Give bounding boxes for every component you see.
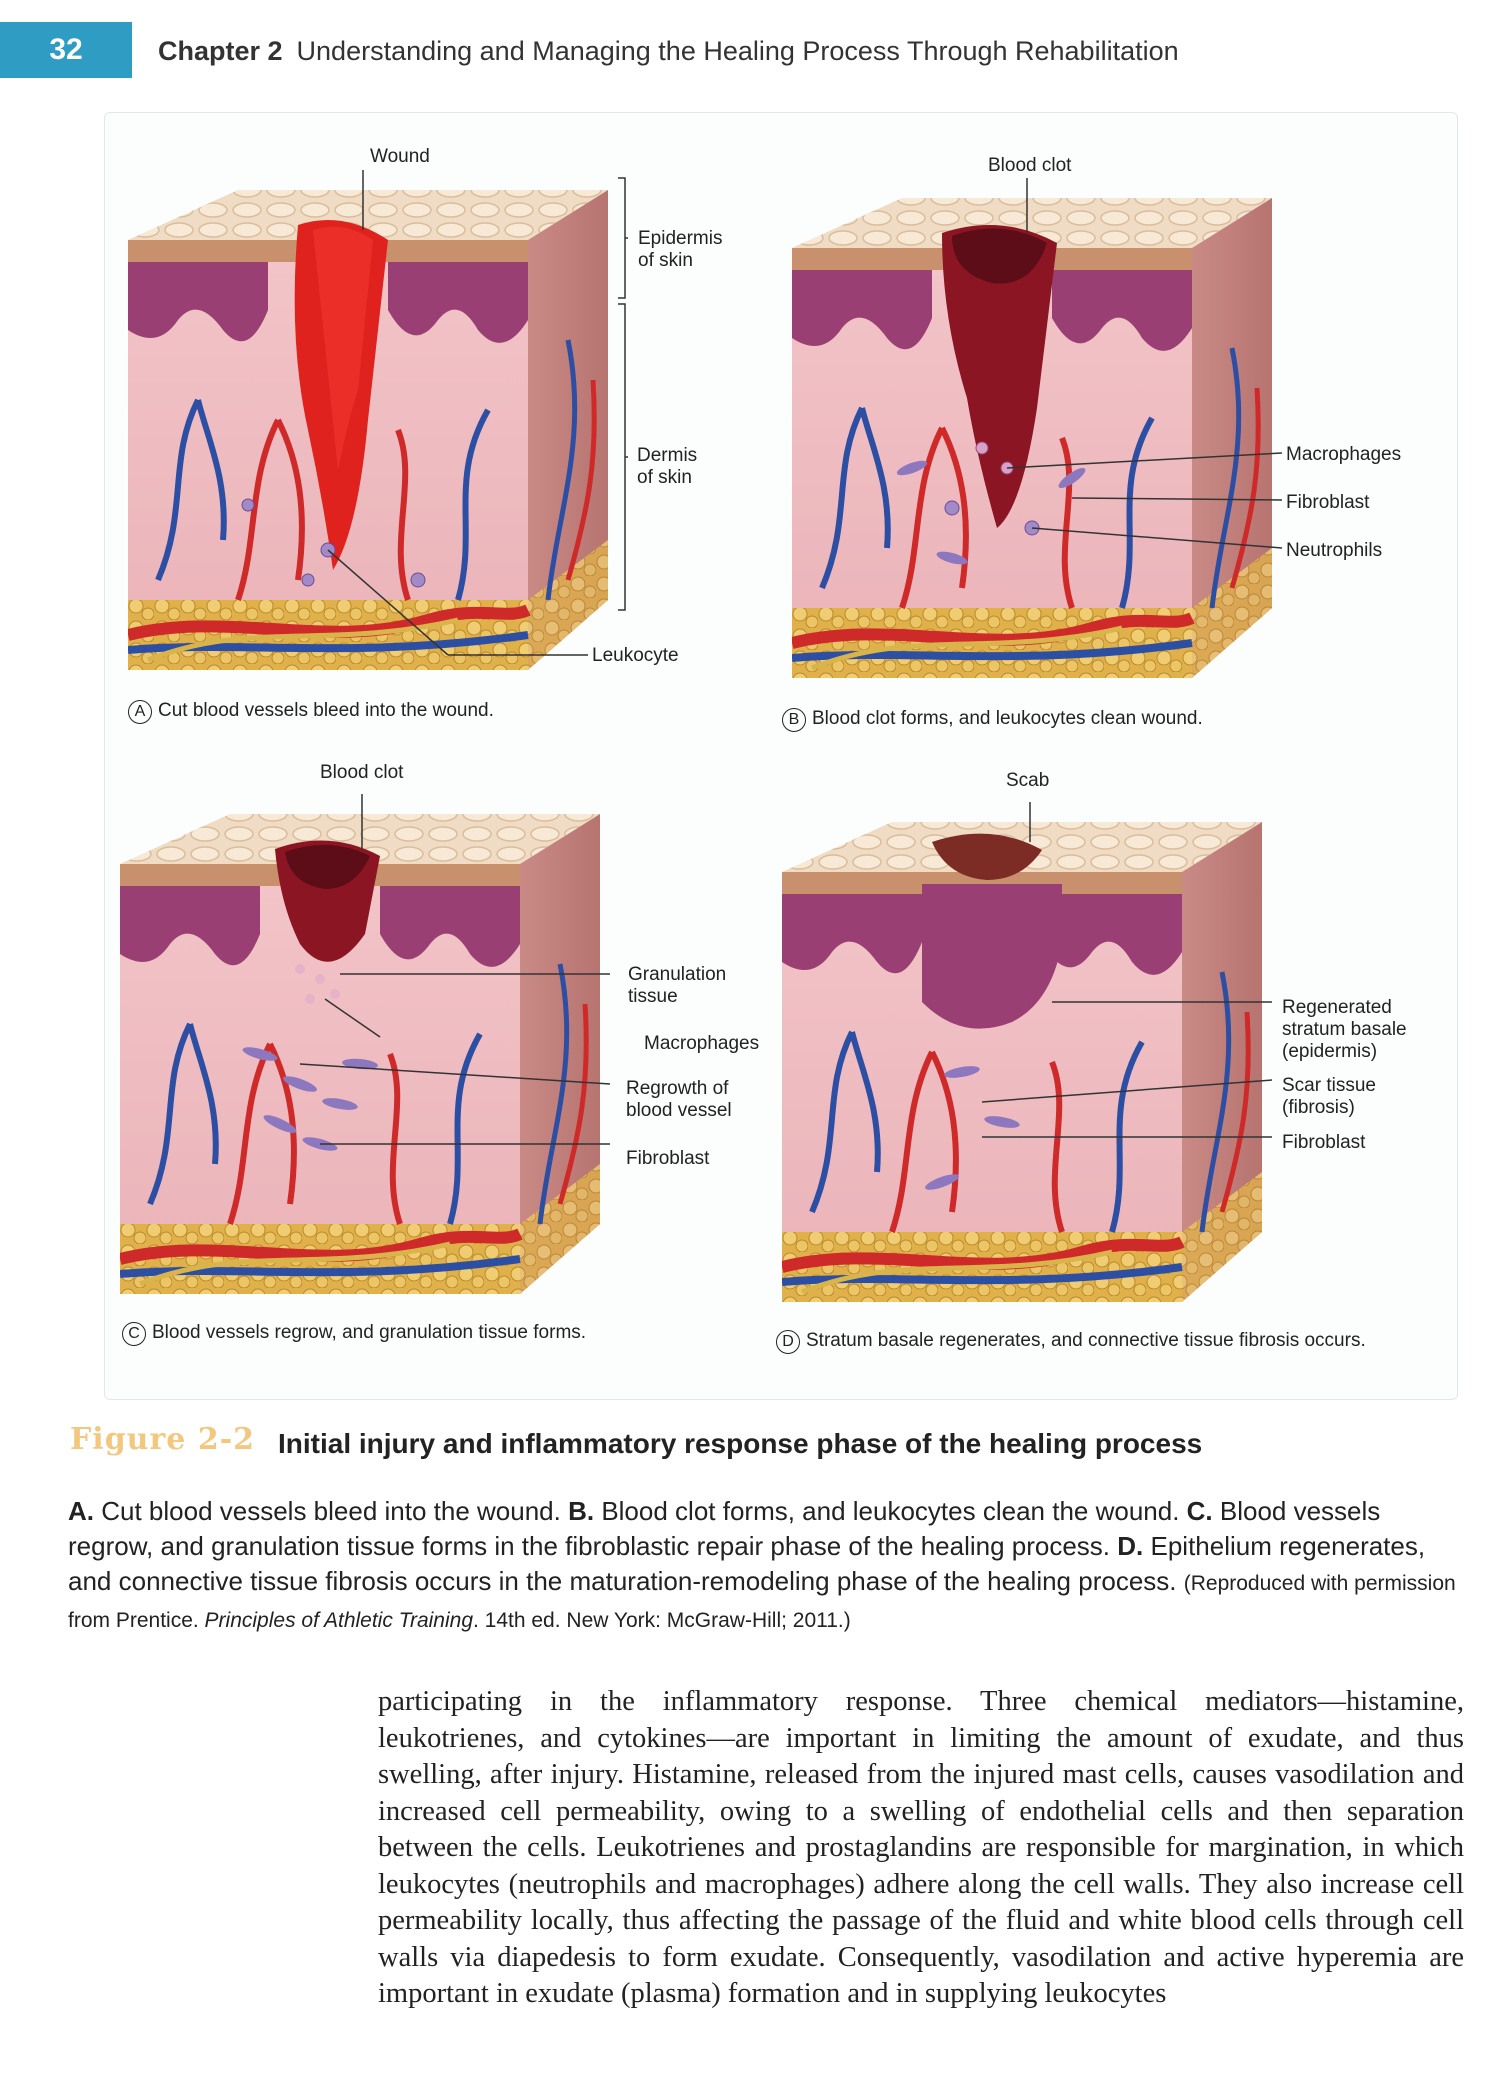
credit-prefix: (Reproduced with permission from Prentice.: [68, 1572, 1456, 1632]
caption-panel-c: [122, 1322, 586, 1346]
label-regrowth-2: blood vessel: [626, 1100, 732, 1121]
figure-title: Initial injury and inflammatory response phase of the healing process: [278, 1428, 1203, 1459]
caption-text-c: Blood vessels regrow, and granulation tissue forms.: [152, 1322, 587, 1343]
caption-panel-a: [128, 700, 494, 724]
letter-c: C: [122, 1322, 146, 1346]
label-granulation-1: Granulation: [628, 964, 727, 985]
label-wound: Wound: [370, 146, 430, 167]
label-fibroblast-b: Fibroblast: [1286, 492, 1370, 513]
label-granulation-2: tissue: [628, 986, 678, 1007]
caption-letter-a: A.: [68, 1496, 94, 1526]
caption-panel-d: [776, 1330, 1366, 1354]
caption-b: Blood clot forms, and leukocytes clean the wound.: [594, 1496, 1187, 1526]
caption-text-b: Blood clot forms, and leukocytes clean wound.: [812, 708, 1203, 729]
caption-text-d: Stratum basale regenerates, and connective tissue fibrosis occurs.: [806, 1330, 1366, 1351]
panel-d-illustration: [782, 802, 1282, 1322]
panel-a-illustration: [128, 170, 628, 690]
label-epidermis-2: of skin: [638, 250, 693, 271]
label-neutrophils-b: Neutrophils: [1286, 540, 1383, 561]
letter-d: D: [776, 1330, 800, 1354]
caption-d: Epithelium regenerates, and connective tissue fibrosis occurs in the maturation-remodeling phase of the healing process.: [68, 1531, 1426, 1596]
figure-number: Figure 2-2: [70, 1422, 256, 1457]
label-epidermis-1: Epidermis: [638, 228, 723, 249]
label-regrowth-1: Regrowth of: [626, 1078, 729, 1099]
caption-text-a: Cut blood vessels bleed into the wound.: [158, 700, 494, 721]
label-regenerated-3: (epidermis): [1282, 1041, 1378, 1062]
panel-c-illustration: [120, 794, 620, 1314]
label-scab: Scab: [1006, 770, 1050, 791]
label-fibroblast-c: Fibroblast: [626, 1148, 710, 1169]
caption-letter-d: D.: [1117, 1531, 1144, 1561]
label-dermis-1: Dermis: [637, 445, 698, 466]
label-macrophages-b: Macrophages: [1286, 444, 1402, 465]
label-regenerated-1: Regenerated: [1282, 997, 1392, 1018]
panel-b-illustration: [792, 178, 1292, 698]
credit-book: Principles of Athletic Training: [204, 1609, 473, 1632]
label-blood-clot-c: Blood clot: [320, 762, 404, 783]
letter-a: A: [128, 700, 152, 724]
label-fibroblast-d: Fibroblast: [1282, 1132, 1366, 1153]
label-leukocyte: Leukocyte: [592, 645, 679, 666]
body-paragraph: participating in the inflammatory response. Three chemical mediators—histamine, leukotrienes, and cytokines—are important in limiting the amount of exudate, and thus swelling, after injury. Histamine, released from the injured mast cells, causes vasodilation and increased cell permeability, owing to a swelling of endothelial cells and then separation between the cells. Leukotrienes and prostaglandins are responsible for margination, in which leukocytes (neutrophils and macrophages) adhere along the cell walls. They also increase cell permeability locally, thus affecting the passage of the fluid and white blood cells through cell walls via diapedesis to form exudate. Consequently, vasodilation and active hyperemia are important in exudate (plasma) formation and in supplying leukocytes: [378, 1686, 1464, 2009]
caption-panel-b: [782, 708, 1203, 732]
caption-a: Cut blood vessels bleed into the wound.: [94, 1496, 569, 1526]
chapter-title: Understanding and Managing the Healing Process Through Rehabilitation: [296, 36, 1179, 66]
label-blood-clot-b: Blood clot: [988, 155, 1072, 176]
figure-caption: [68, 1494, 1458, 1638]
running-header: [158, 36, 1179, 67]
label-scar-2: (fibrosis): [1282, 1097, 1355, 1118]
caption-letter-c: C.: [1186, 1496, 1213, 1526]
label-macrophages-c: Macrophages: [644, 1033, 760, 1054]
credit-suffix: . 14th ed. New York: McGraw-Hill; 2011.): [473, 1609, 851, 1632]
label-dermis-2: of skin: [637, 467, 692, 488]
letter-b: B: [782, 708, 806, 732]
page-number: 32: [0, 22, 132, 78]
label-scar-1: Scar tissue: [1282, 1075, 1376, 1096]
chapter-label: Chapter 2: [158, 36, 283, 66]
caption-letter-b: B.: [568, 1496, 595, 1526]
caption-c: Blood vessels regrow, and granulation tissue forms in the fibroblastic repair phase of the healing process.: [68, 1496, 1381, 1561]
label-regenerated-2: stratum basale: [1282, 1019, 1407, 1040]
